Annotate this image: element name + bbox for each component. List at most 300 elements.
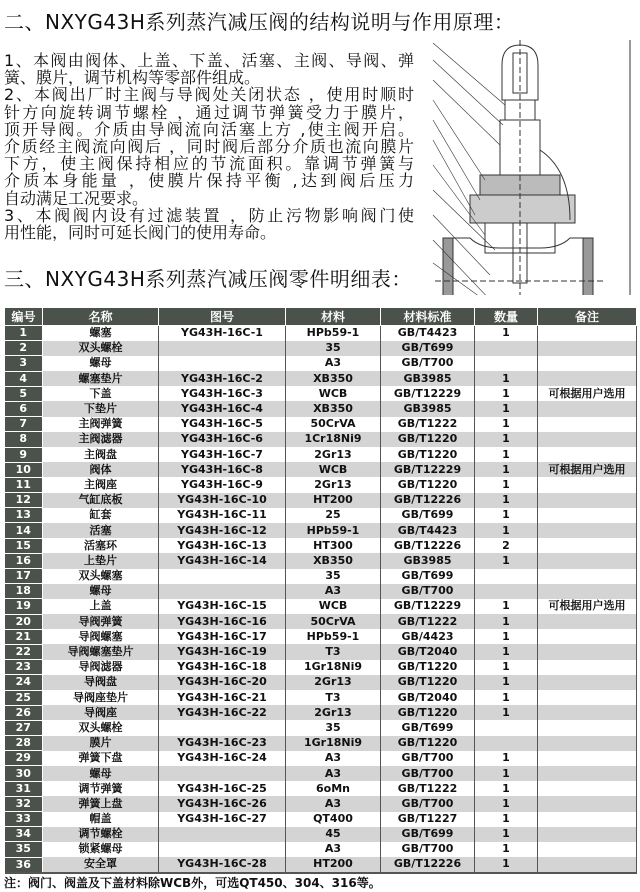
description-line: 介质本身能量 ，使膜片保持平衡 ,达到阀后压力 [4,172,414,190]
cell-material-standard: GB3985 [381,553,475,568]
cell-drawing-no: YG43H-16C-21 [159,690,286,705]
table-row [5,660,637,675]
table-row [5,736,637,751]
cell-material: A3 [286,796,381,811]
table-row [5,827,637,842]
column-header-material: 材料 [286,308,381,326]
cell-id: 28 [5,736,43,751]
cell-material-standard: GB/4423 [381,629,475,644]
cell-material-standard: GB/T4423 [381,523,475,538]
cell-quantity: 1 [475,796,538,811]
cell-id: 22 [5,644,43,659]
cell-material-standard: GB/T700 [381,766,475,781]
cell-remark [538,766,637,781]
cell-drawing-no [159,827,286,842]
cell-drawing-no: YG43H-16C-27 [159,812,286,827]
cell-quantity: 1 [475,523,538,538]
cell-drawing-no: YG43H-16C-12 [159,523,286,538]
cell-name: 帽盖 [43,812,159,827]
cell-drawing-no: YG43H-16C-28 [159,857,286,873]
cell-remark [538,614,637,629]
table-row [5,584,637,599]
cell-material-standard: GB/T1222 [381,614,475,629]
cell-drawing-no: YG43H-16C-19 [159,644,286,659]
cell-name: 螺母 [43,584,159,599]
cell-name: 螺母 [43,766,159,781]
cell-remark [538,538,637,553]
cell-drawing-no: YG43H-16C-13 [159,538,286,553]
footnote: 注：阀门、阀盖及下盖材料除WCB外，可选QT450、304、316等。 [4,876,381,890]
description-line: 针方向旋转调节螺栓 ，通过调节弹簧受力于膜片， [4,103,414,121]
cell-name: 调节弹簧 [43,781,159,796]
cell-material: 1Gr18Ni9 [286,736,381,751]
table-row [5,812,637,827]
cell-name: 上垫片 [43,553,159,568]
cell-quantity: 1 [475,705,538,720]
cell-name: 气缸底板 [43,493,159,508]
cell-drawing-no: YG43H-16C-9 [159,477,286,492]
cell-remark [538,401,637,416]
cell-material-standard: GB/T12226 [381,538,475,553]
cell-material-standard: GB/T700 [381,796,475,811]
cell-quantity: 1 [475,432,538,447]
cell-id: 35 [5,842,43,857]
cell-name: 活塞 [43,523,159,538]
cell-drawing-no [159,341,286,356]
cell-material-standard: GB/T1220 [381,447,475,462]
cell-remark [538,736,637,751]
cell-material: 1Cr18Ni9 [286,432,381,447]
cell-id: 7 [5,417,43,432]
cell-quantity [475,569,538,584]
description-line: 顶开导阀。介质由导阀流向活塞上方 ,使主阀开启。 [4,120,414,138]
cell-remark [538,508,637,523]
table-row [5,417,637,432]
table-row [5,356,637,371]
cell-remark [538,644,637,659]
cell-name: 弹簧下盘 [43,751,159,766]
cell-material: 25 [286,508,381,523]
cell-material-standard: GB/T700 [381,584,475,599]
column-header-material-standard: 材料标准 [381,308,475,326]
cell-id: 1 [5,326,43,341]
cell-id: 4 [5,371,43,386]
cell-quantity: 1 [475,766,538,781]
cell-id: 34 [5,827,43,842]
description-line: 2、本阀出厂时主阀与导阀处关闭状态 ，使用时顺时 [4,86,414,104]
cell-name: 下垫片 [43,401,159,416]
cell-id: 3 [5,356,43,371]
cell-drawing-no: YG43H-16C-18 [159,660,286,675]
cell-material-standard: GB/T700 [381,842,475,857]
table-row [5,675,637,690]
cell-name: 双头螺栓 [43,341,159,356]
cell-material: 50CrVA [286,417,381,432]
description-line: 1、本阀由阀体、上盖、下盖、活塞、主阀、导阀、弹 [4,52,414,70]
cell-material-standard: GB/T2040 [381,644,475,659]
cell-quantity: 1 [475,599,538,614]
cell-material-standard: GB/T1222 [381,781,475,796]
cell-material: HT200 [286,857,381,873]
cell-name: 阀体 [43,462,159,477]
cell-id: 19 [5,599,43,614]
cell-id: 32 [5,796,43,811]
cell-remark [538,356,637,371]
cell-name: 上盖 [43,599,159,614]
cell-id: 10 [5,462,43,477]
cell-remark [538,553,637,568]
cell-drawing-no: YG43H-16C-1 [159,326,286,341]
cell-name: 活塞环 [43,538,159,553]
cell-name: 导阀座 [43,705,159,720]
cell-remark [538,417,637,432]
table-row [5,569,637,584]
cell-id: 31 [5,781,43,796]
cell-drawing-no: YG43H-16C-26 [159,796,286,811]
cell-drawing-no: YG43H-16C-8 [159,462,286,477]
cell-id: 27 [5,720,43,735]
cell-material-standard: GB3985 [381,371,475,386]
cell-quantity: 1 [475,447,538,462]
cell-quantity: 2 [475,538,538,553]
table-row [5,493,637,508]
cell-quantity: 1 [475,493,538,508]
column-header-drawing-no: 图号 [159,308,286,326]
cell-quantity: 1 [475,660,538,675]
cell-quantity: 1 [475,812,538,827]
table-row [5,432,637,447]
cell-material-standard: GB/T699 [381,720,475,735]
cell-material: A3 [286,751,381,766]
cell-id: 29 [5,751,43,766]
cell-quantity: 1 [475,781,538,796]
cell-id: 26 [5,705,43,720]
cell-drawing-no: YG43H-16C-24 [159,751,286,766]
cell-material: WCB [286,386,381,401]
cell-material-standard: GB/T12226 [381,493,475,508]
cell-quantity: 1 [475,614,538,629]
section-2-title: 二、NXYG43H系列蒸汽减压阀的结构说明与作用原理： [4,10,515,34]
cell-material: 35 [286,341,381,356]
cell-material: A3 [286,584,381,599]
table-row [5,371,637,386]
cell-quantity: 1 [475,751,538,766]
cell-material-standard: GB/T699 [381,827,475,842]
cell-drawing-no: YG43H-16C-17 [159,629,286,644]
table-row [5,690,637,705]
cell-name: 调节螺栓 [43,827,159,842]
cell-drawing-no: YG43H-16C-16 [159,614,286,629]
cell-quantity [475,720,538,735]
cell-drawing-no [159,584,286,599]
cell-material-standard: GB3985 [381,401,475,416]
cell-id: 15 [5,538,43,553]
cell-remark [538,751,637,766]
cell-remark [538,842,637,857]
cell-material: WCB [286,462,381,477]
cell-remark [538,675,637,690]
cell-quantity: 1 [475,477,538,492]
table-row [5,720,637,735]
cell-material-standard: GB/T699 [381,341,475,356]
cell-material: XB350 [286,371,381,386]
table-row [5,326,637,341]
table-row [5,477,637,492]
table-row [5,644,637,659]
parts-table [4,307,637,874]
cell-material: 2Gr13 [286,447,381,462]
cell-remark [538,857,637,873]
cell-id: 11 [5,477,43,492]
cell-id: 13 [5,508,43,523]
cell-name: 导阀座垫片 [43,690,159,705]
table-row [5,751,637,766]
cell-material: HPb59-1 [286,523,381,538]
cell-material: 35 [286,720,381,735]
cell-name: 导阀螺塞 [43,629,159,644]
description-line: 介质经主阀流向阀后 ，同时阀后部分介质也流向膜片 [4,137,414,156]
cell-remark [538,690,637,705]
cell-material-standard: GB/T12229 [381,386,475,401]
table-row [5,781,637,796]
cell-remark [538,432,637,447]
cell-name: 膜片 [43,736,159,751]
cell-quantity: 1 [475,401,538,416]
cell-material: HPb59-1 [286,326,381,341]
cell-remark [538,523,637,538]
cell-material-standard: GB/T699 [381,569,475,584]
cell-id: 16 [5,553,43,568]
cell-id: 2 [5,341,43,356]
table-row [5,614,637,629]
cell-id: 8 [5,432,43,447]
cell-id: 17 [5,569,43,584]
cell-name: 主阀座 [43,477,159,492]
table-row [5,766,637,781]
cell-id: 6 [5,401,43,416]
cell-name: 缸套 [43,508,159,523]
table-row [5,386,637,401]
cell-material: 50CrVA [286,614,381,629]
cell-drawing-no: YG43H-16C-20 [159,675,286,690]
table-row [5,538,637,553]
cell-drawing-no [159,720,286,735]
cell-drawing-no [159,842,286,857]
cell-remark [538,812,637,827]
cell-material: 1Gr18Ni9 [286,660,381,675]
cell-material: 6oMn [286,781,381,796]
cell-name: 主阀弹簧 [43,417,159,432]
cell-id: 33 [5,812,43,827]
cell-material: HT300 [286,538,381,553]
table-row [5,401,637,416]
cell-drawing-no: YG43H-16C-7 [159,447,286,462]
cell-remark [538,326,637,341]
cell-quantity: 1 [475,857,538,873]
table-row [5,462,637,477]
cell-quantity: 1 [475,462,538,477]
cell-drawing-no: YG43H-16C-11 [159,508,286,523]
cell-id: 14 [5,523,43,538]
cell-drawing-no: YG43H-16C-2 [159,371,286,386]
valve-structure-drawing [425,35,637,295]
cell-name: 螺母 [43,356,159,371]
cell-drawing-no: YG43H-16C-5 [159,417,286,432]
cell-id: 23 [5,660,43,675]
cell-material-standard: GB/T1220 [381,477,475,492]
cell-material-standard: GB/T1220 [381,432,475,447]
cell-name: 螺塞 [43,326,159,341]
cell-material-standard: GB/T700 [381,356,475,371]
cell-material: 35 [286,569,381,584]
cell-remark [538,584,637,599]
cell-quantity: 1 [475,690,538,705]
cell-id: 25 [5,690,43,705]
cell-name: 导阀盘 [43,675,159,690]
table-row [5,796,637,811]
cell-material: QT400 [286,812,381,827]
table-header [5,308,637,326]
cell-material-standard: GB/T12226 [381,857,475,873]
column-header-remark: 备注 [538,308,637,326]
cell-name: 导阀弹簧 [43,614,159,629]
cell-name: 主阀盘 [43,447,159,462]
cell-material-standard: GB/T700 [381,751,475,766]
table-row [5,508,637,523]
cell-remark: 可根据用户选用 [538,386,637,401]
cell-quantity: 1 [475,644,538,659]
cell-remark [538,720,637,735]
cell-quantity [475,341,538,356]
description-line: 自动满足工况要求。 [4,189,149,207]
cell-id: 36 [5,857,43,873]
cell-quantity [475,356,538,371]
table-row [5,523,637,538]
cell-material-standard: GB/T1220 [381,675,475,690]
description-line: 下方，使主阀保持相应的节流面积。靠调节弹簧与 [4,155,414,173]
cell-material-standard: GB/T1220 [381,736,475,751]
cell-remark [538,705,637,720]
cell-material: HPb59-1 [286,629,381,644]
cell-name: 双头螺塞 [43,569,159,584]
cell-material-standard: GB/T12229 [381,599,475,614]
cell-name: 双头螺栓 [43,720,159,735]
cell-material-standard: GB/T12229 [381,462,475,477]
cell-remark [538,781,637,796]
cell-quantity [475,736,538,751]
cell-name: 主阀滤器 [43,432,159,447]
cell-material-standard: GB/T699 [381,508,475,523]
cell-material-standard: GB/T1220 [381,705,475,720]
cell-id: 12 [5,493,43,508]
cell-quantity: 1 [475,827,538,842]
cell-material: 45 [286,827,381,842]
cell-remark [538,493,637,508]
cell-drawing-no: YG43H-16C-6 [159,432,286,447]
table-row [5,705,637,720]
cell-material-standard: GB/T4423 [381,326,475,341]
cell-id: 24 [5,675,43,690]
cell-material: A3 [286,356,381,371]
cell-quantity: 1 [475,842,538,857]
table-row [5,599,637,614]
cell-material-standard: GB/T2040 [381,690,475,705]
cell-id: 20 [5,614,43,629]
column-header-id: 编号 [5,308,43,326]
cell-drawing-no: YG43H-16C-14 [159,553,286,568]
cell-id: 5 [5,386,43,401]
cell-id: 30 [5,766,43,781]
cell-drawing-no [159,356,286,371]
cell-remark: 可根据用户选用 [538,462,637,477]
cell-id: 9 [5,447,43,462]
cell-drawing-no: YG43H-16C-10 [159,493,286,508]
cell-name: 导阀滤器 [43,660,159,675]
cell-drawing-no [159,766,286,781]
description-line: 簧、膜片，调节机构等零部件组成。 [4,69,261,87]
cell-material: XB350 [286,553,381,568]
structure-description [4,52,414,241]
cell-id: 21 [5,629,43,644]
cell-drawing-no: YG43H-16C-4 [159,401,286,416]
cell-remark [538,827,637,842]
cell-quantity: 1 [475,326,538,341]
cell-quantity: 1 [475,417,538,432]
cell-drawing-no: YG43H-16C-15 [159,599,286,614]
cell-quantity: 1 [475,553,538,568]
cell-remark [538,447,637,462]
column-header-quantity: 数量 [475,308,538,326]
cell-material-standard: GB/T1220 [381,660,475,675]
table-row [5,447,637,462]
cell-drawing-no: YG43H-16C-25 [159,781,286,796]
cell-material: WCB [286,599,381,614]
cell-material: 2Gr13 [286,477,381,492]
cell-remark [538,660,637,675]
cell-quantity: 1 [475,371,538,386]
cell-drawing-no: YG43H-16C-23 [159,736,286,751]
cell-material-standard: GB/T1227 [381,812,475,827]
cell-id: 18 [5,584,43,599]
table-row [5,842,637,857]
cell-quantity [475,584,538,599]
cell-name: 螺塞垫片 [43,371,159,386]
cell-remark [538,341,637,356]
cell-remark [538,371,637,386]
cell-drawing-no: YG43H-16C-3 [159,386,286,401]
table-row [5,857,637,873]
cell-quantity: 1 [475,629,538,644]
cell-material: 2Gr13 [286,705,381,720]
cell-material: A3 [286,766,381,781]
cell-remark [538,569,637,584]
cell-remark [538,629,637,644]
cell-name: 锁紧螺母 [43,842,159,857]
cell-remark [538,796,637,811]
description-line: 3、本阀阀内设有过滤装置 ，防止污物影响阀门使 [4,206,414,224]
table-row [5,553,637,568]
cell-remark [538,477,637,492]
cell-quantity: 1 [475,675,538,690]
cell-name: 安全罩 [43,857,159,873]
cell-name: 下盖 [43,386,159,401]
description-line: 用性能，同时可延长阀门的使用寿命。 [4,223,277,242]
cell-material: A3 [286,842,381,857]
cell-name: 导阀螺塞垫片 [43,644,159,659]
cell-quantity: 1 [475,386,538,401]
cell-material-standard: GB/T1222 [381,417,475,432]
cell-drawing-no [159,569,286,584]
